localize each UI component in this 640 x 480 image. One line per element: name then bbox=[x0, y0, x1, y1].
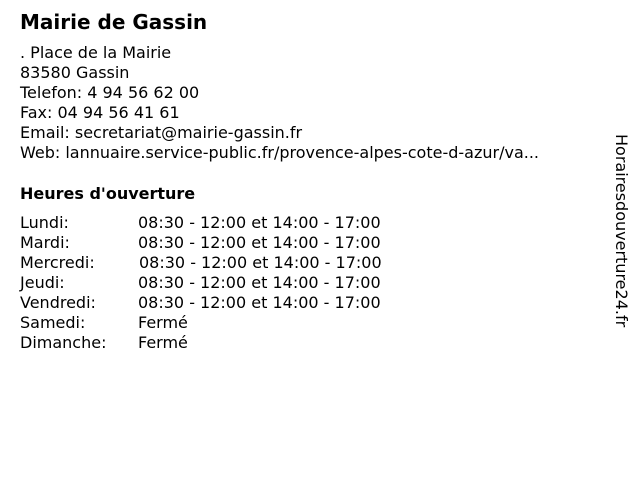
email-address: Email: secretariat@mairie-gassin.fr bbox=[20, 123, 303, 142]
hours-row-vendredi bbox=[20, 293, 440, 313]
day-hours: 08:30 - 12:00 et 14:00 - 17:00 bbox=[138, 233, 381, 252]
day-hours: 08:30 - 12:00 et 14:00 - 17:00 bbox=[138, 293, 381, 312]
day-label: Samedi: bbox=[20, 313, 86, 332]
contact-info bbox=[20, 43, 539, 163]
day-label: Lundi: bbox=[20, 213, 69, 232]
day-label: Mardi: bbox=[20, 233, 70, 252]
site-watermark: Horairesdouverture24.fr bbox=[612, 134, 631, 328]
opening-hours-list bbox=[20, 213, 440, 353]
fax-number: Fax: 04 94 56 41 61 bbox=[20, 103, 180, 122]
hours-row-dimanche bbox=[20, 333, 440, 353]
day-hours: Fermé bbox=[138, 333, 188, 352]
day-hours: 08:30 - 12:00 et 14:00 - 17:00 bbox=[138, 213, 381, 232]
hours-row-samedi bbox=[20, 313, 440, 333]
hours-row-mercredi bbox=[20, 253, 440, 273]
hours-row-jeudi bbox=[20, 273, 440, 293]
opening-hours-heading: Heures d'ouverture bbox=[20, 184, 196, 203]
city-postcode: 83580 Gassin bbox=[20, 63, 130, 82]
street-address: . Place de la Mairie bbox=[20, 43, 172, 62]
day-hours: Fermé bbox=[138, 313, 188, 332]
website-url: Web: lannuaire.service-public.fr/provence-alpes-cote-d-azur/va... bbox=[20, 143, 539, 162]
day-label: Vendredi: bbox=[20, 293, 96, 312]
day-hours: 08:30 - 12:00 et 14:00 - 17:00 bbox=[138, 273, 381, 292]
page-title: Mairie de Gassin bbox=[20, 10, 208, 34]
day-label: Jeudi: bbox=[20, 273, 65, 292]
hours-row-lundi bbox=[20, 213, 440, 233]
hours-row-mardi bbox=[20, 233, 440, 253]
day-label: Dimanche: bbox=[20, 333, 107, 352]
day-label: Mercredi: bbox=[20, 253, 95, 272]
phone-number: Telefon: 4 94 56 62 00 bbox=[20, 83, 200, 102]
day-hours: 08:30 - 12:00 et 14:00 - 17:00 bbox=[139, 253, 382, 272]
